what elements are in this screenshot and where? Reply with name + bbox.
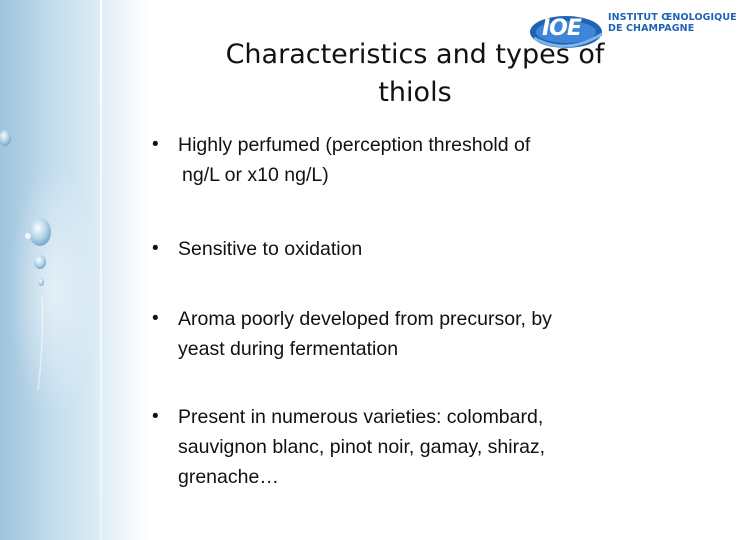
water-drop: [34, 255, 46, 269]
bullet-line: yeast during fermentation: [178, 338, 399, 360]
bullet-dot: •: [152, 238, 159, 259]
bullet-line: Highly perfumed (perception threshold of: [178, 134, 531, 156]
bullet-line: Sensitive to oxidation: [178, 238, 363, 260]
water-drop: [38, 278, 44, 286]
bullet-dot: •: [152, 406, 159, 427]
bullet-line: grenache…: [178, 466, 279, 488]
water-drop: [0, 130, 11, 146]
bullet-dot: •: [152, 134, 159, 155]
logo-name-line: INSTITUT ŒNOLOGIQUE: [608, 12, 737, 23]
bullet-dot: •: [152, 308, 159, 329]
water-droplet-background: [0, 0, 150, 540]
water-droplets-graphic: [0, 0, 150, 540]
bullet-text: [178, 402, 648, 492]
bullet-line: sauvignon blanc, pinot noir, gamay, shiraz,: [178, 436, 546, 458]
water-drop: [25, 233, 31, 239]
title-line: thiols: [378, 77, 452, 108]
bullet-line: ng/L or x10 ng/L): [182, 164, 329, 186]
bullet-text: [178, 304, 648, 364]
logo-name: [608, 12, 737, 34]
bullet-text: [178, 234, 648, 264]
logo-name-line: DE CHAMPAGNE: [608, 23, 695, 34]
slide-title: [180, 36, 650, 112]
water-drop: [29, 218, 51, 246]
bullet-line: Present in numerous varieties: colombard,: [178, 406, 544, 428]
bullet-text: [178, 130, 648, 190]
title-line: Characteristics and types of: [225, 39, 605, 70]
water-streak: [38, 296, 43, 390]
logo-mark-text: IOE: [542, 16, 581, 41]
bullet-line: Aroma poorly developed from precursor, by: [178, 308, 552, 330]
